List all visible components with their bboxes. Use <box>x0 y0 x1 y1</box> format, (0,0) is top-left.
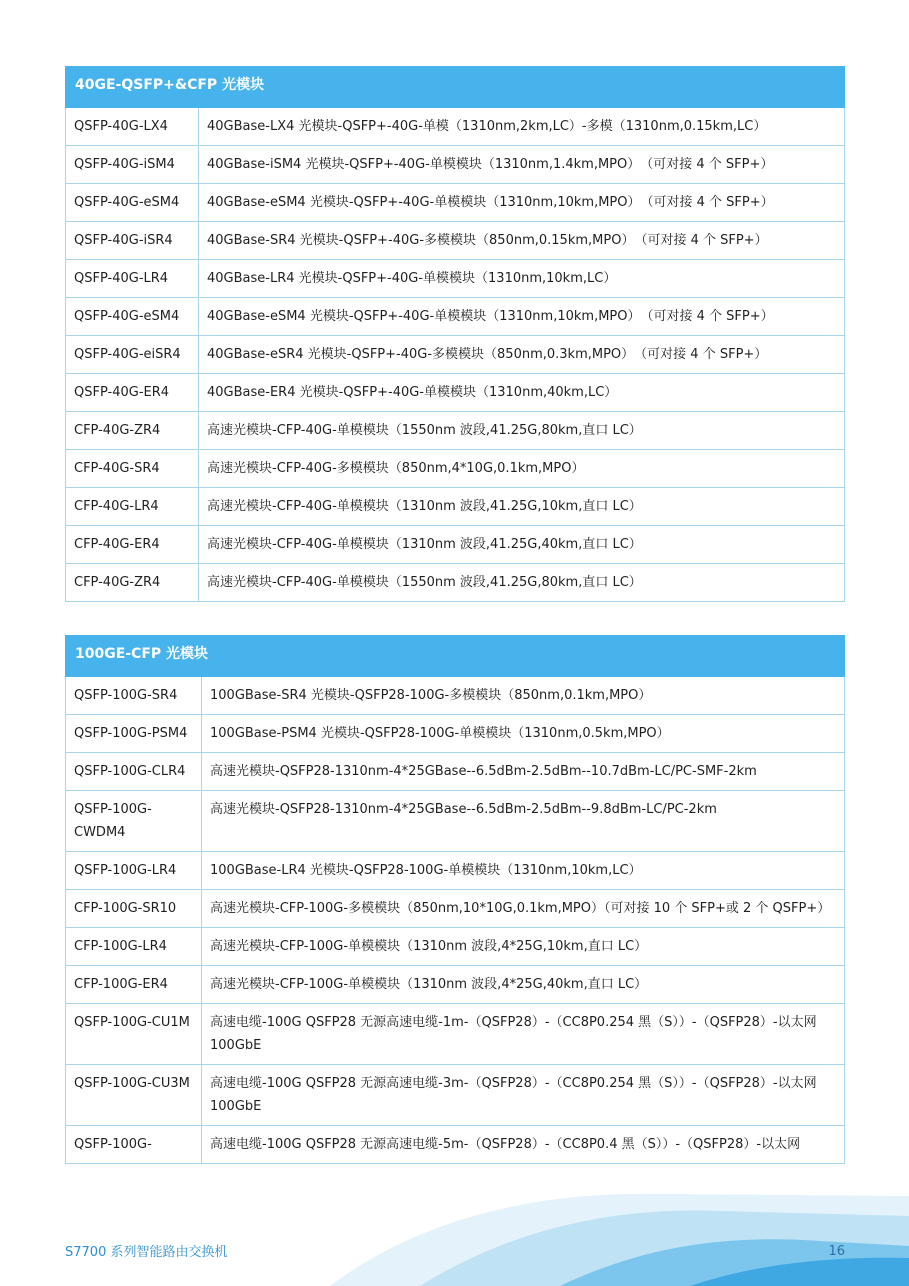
table-row <box>66 890 845 928</box>
description-cell: 40GBase-eSM4 光模块-QSFP+-40G-单模模块（1310nm,10km,MPO） （可对接 4 个 SFP+） <box>199 298 845 336</box>
module-table-100ge <box>65 635 845 1164</box>
model-cell: QSFP-100G-CWDM4 <box>66 791 202 852</box>
footer-wave-decoration <box>0 1186 909 1286</box>
table-row <box>66 791 845 852</box>
description-cell: 高速光模块-CFP-40G-多模模块（850nm,4*10G,0.1km,MPO） <box>199 450 845 488</box>
table-row <box>66 450 845 488</box>
description-cell: 高速光模块-CFP-40G-单模模块（1310nm 波段,41.25G,40km,直口 LC） <box>199 526 845 564</box>
description-cell: 100GBase-LR4 光模块-QSFP28-100G-单模模块（1310nm,10km,LC） <box>202 852 845 890</box>
table-row <box>66 108 845 146</box>
table-row <box>66 1004 845 1065</box>
model-cell: QSFP-100G-CU1M <box>66 1004 202 1065</box>
table-row <box>66 1126 845 1164</box>
description-cell: 高速光模块-CFP-40G-单模模块（1310nm 波段,41.25G,10km,直口 LC） <box>199 488 845 526</box>
model-cell: CFP-40G-LR4 <box>66 488 199 526</box>
model-cell: QSFP-40G-eSM4 <box>66 298 199 336</box>
description-cell: 40GBase-ER4 光模块-QSFP+-40G-单模模块（1310nm,40km,LC） <box>199 374 845 412</box>
model-cell: QSFP-100G- <box>66 1126 202 1164</box>
table-row <box>66 677 845 715</box>
model-cell: CFP-100G-LR4 <box>66 928 202 966</box>
table-row <box>66 715 845 753</box>
description-cell: 高速光模块-CFP-40G-单模模块（1550nm 波段,41.25G,80km,直口 LC） <box>199 564 845 602</box>
description-cell: 高速光模块-QSFP28-1310nm-4*25GBase--6.5dBm-2.5dBm--9.8dBm-LC/PC-2km <box>202 791 845 852</box>
table-row <box>66 564 845 602</box>
description-cell: 40GBase-LR4 光模块-QSFP+-40G-单模模块（1310nm,10km,LC） <box>199 260 845 298</box>
table-body <box>66 677 845 1164</box>
description-cell: 高速电缆-100G QSFP28 无源高速电缆-1m-（QSFP28）-（CC8P0.254 黑（S））-（QSFP28）-以太网 100GbE <box>202 1004 845 1065</box>
model-cell: QSFP-100G-CU3M <box>66 1065 202 1126</box>
table-row <box>66 753 845 791</box>
module-table-40ge <box>65 66 845 602</box>
description-cell: 高速光模块-CFP-100G-单模模块（1310nm 波段,4*25G,40km,直口 LC） <box>202 966 845 1004</box>
model-cell: QSFP-40G-ER4 <box>66 374 199 412</box>
description-cell: 高速电缆-100G QSFP28 无源高速电缆-3m-（QSFP28）-（CC8P0.254 黑（S））-（QSFP28）-以太网 100GbE <box>202 1065 845 1126</box>
table-row <box>66 336 845 374</box>
description-cell: 高速光模块-CFP-100G-单模模块（1310nm 波段,4*25G,10km,直口 LC） <box>202 928 845 966</box>
description-cell: 40GBase-SR4 光模块-QSFP+-40G-多模模块（850nm,0.15km,MPO） （可对接 4 个 SFP+） <box>199 222 845 260</box>
table-row <box>66 526 845 564</box>
model-cell: QSFP-100G-LR4 <box>66 852 202 890</box>
table-row <box>66 184 845 222</box>
model-cell: QSFP-40G-eSM4 <box>66 184 199 222</box>
model-cell: CFP-40G-SR4 <box>66 450 199 488</box>
table-row <box>66 222 845 260</box>
table-row <box>66 852 845 890</box>
description-cell: 高速光模块-CFP-100G-多模模块（850nm,10*10G,0.1km,MPO）（可对接 10 个 SFP+或 2 个 QSFP+） <box>202 890 845 928</box>
table-body <box>66 108 845 602</box>
description-cell: 100GBase-SR4 光模块-QSFP28-100G-多模模块（850nm,0.1km,MPO） <box>202 677 845 715</box>
table-title: 40GE-QSFP+&CFP 光模块 <box>66 67 845 108</box>
footer-product-name: S7700 系列智能路由交换机 <box>65 1245 228 1260</box>
description-cell: 40GBase-iSM4 光模块-QSFP+-40G-单模模块（1310nm,1.4km,MPO） （可对接 4 个 SFP+） <box>199 146 845 184</box>
table-row <box>66 488 845 526</box>
model-cell: QSFP-100G-CLR4 <box>66 753 202 791</box>
model-cell: QSFP-40G-iSM4 <box>66 146 199 184</box>
model-cell: QSFP-100G-PSM4 <box>66 715 202 753</box>
table-row <box>66 928 845 966</box>
description-cell: 高速光模块-CFP-40G-单模模块（1550nm 波段,41.25G,80km,直口 LC） <box>199 412 845 450</box>
model-cell: CFP-40G-ZR4 <box>66 412 199 450</box>
table-title: 100GE-CFP 光模块 <box>66 636 845 677</box>
description-cell: 40GBase-eSR4 光模块-QSFP+-40G-多模模块（850nm,0.3km,MPO） （可对接 4 个 SFP+） <box>199 336 845 374</box>
table-row <box>66 298 845 336</box>
page-number: 16 <box>828 1244 845 1259</box>
description-cell: 高速光模块-QSFP28-1310nm-4*25GBase--6.5dBm-2.5dBm--10.7dBm-LC/PC-SMF-2km <box>202 753 845 791</box>
model-cell: QSFP-40G-iSR4 <box>66 222 199 260</box>
model-cell: QSFP-40G-LX4 <box>66 108 199 146</box>
table-row <box>66 374 845 412</box>
table-row <box>66 146 845 184</box>
model-cell: QSFP-40G-LR4 <box>66 260 199 298</box>
model-cell: QSFP-40G-eiSR4 <box>66 336 199 374</box>
model-cell: CFP-100G-SR10 <box>66 890 202 928</box>
description-cell: 100GBase-PSM4 光模块-QSFP28-100G-单模模块（1310nm,0.5km,MPO） <box>202 715 845 753</box>
description-cell: 40GBase-LX4 光模块-QSFP+-40G-单模（1310nm,2km,LC）-多模（1310nm,0.15km,LC） <box>199 108 845 146</box>
table-row <box>66 412 845 450</box>
table-row <box>66 260 845 298</box>
model-cell: QSFP-100G-SR4 <box>66 677 202 715</box>
model-cell: CFP-40G-ZR4 <box>66 564 199 602</box>
model-cell: CFP-100G-ER4 <box>66 966 202 1004</box>
description-cell: 40GBase-eSM4 光模块-QSFP+-40G-单模模块（1310nm,10km,MPO） （可对接 4 个 SFP+） <box>199 184 845 222</box>
description-cell: 高速电缆-100G QSFP28 无源高速电缆-5m-（QSFP28）-（CC8P0.4 黑（S））-（QSFP28）-以太网 <box>202 1126 845 1164</box>
table-row <box>66 966 845 1004</box>
model-cell: CFP-40G-ER4 <box>66 526 199 564</box>
table-row <box>66 1065 845 1126</box>
